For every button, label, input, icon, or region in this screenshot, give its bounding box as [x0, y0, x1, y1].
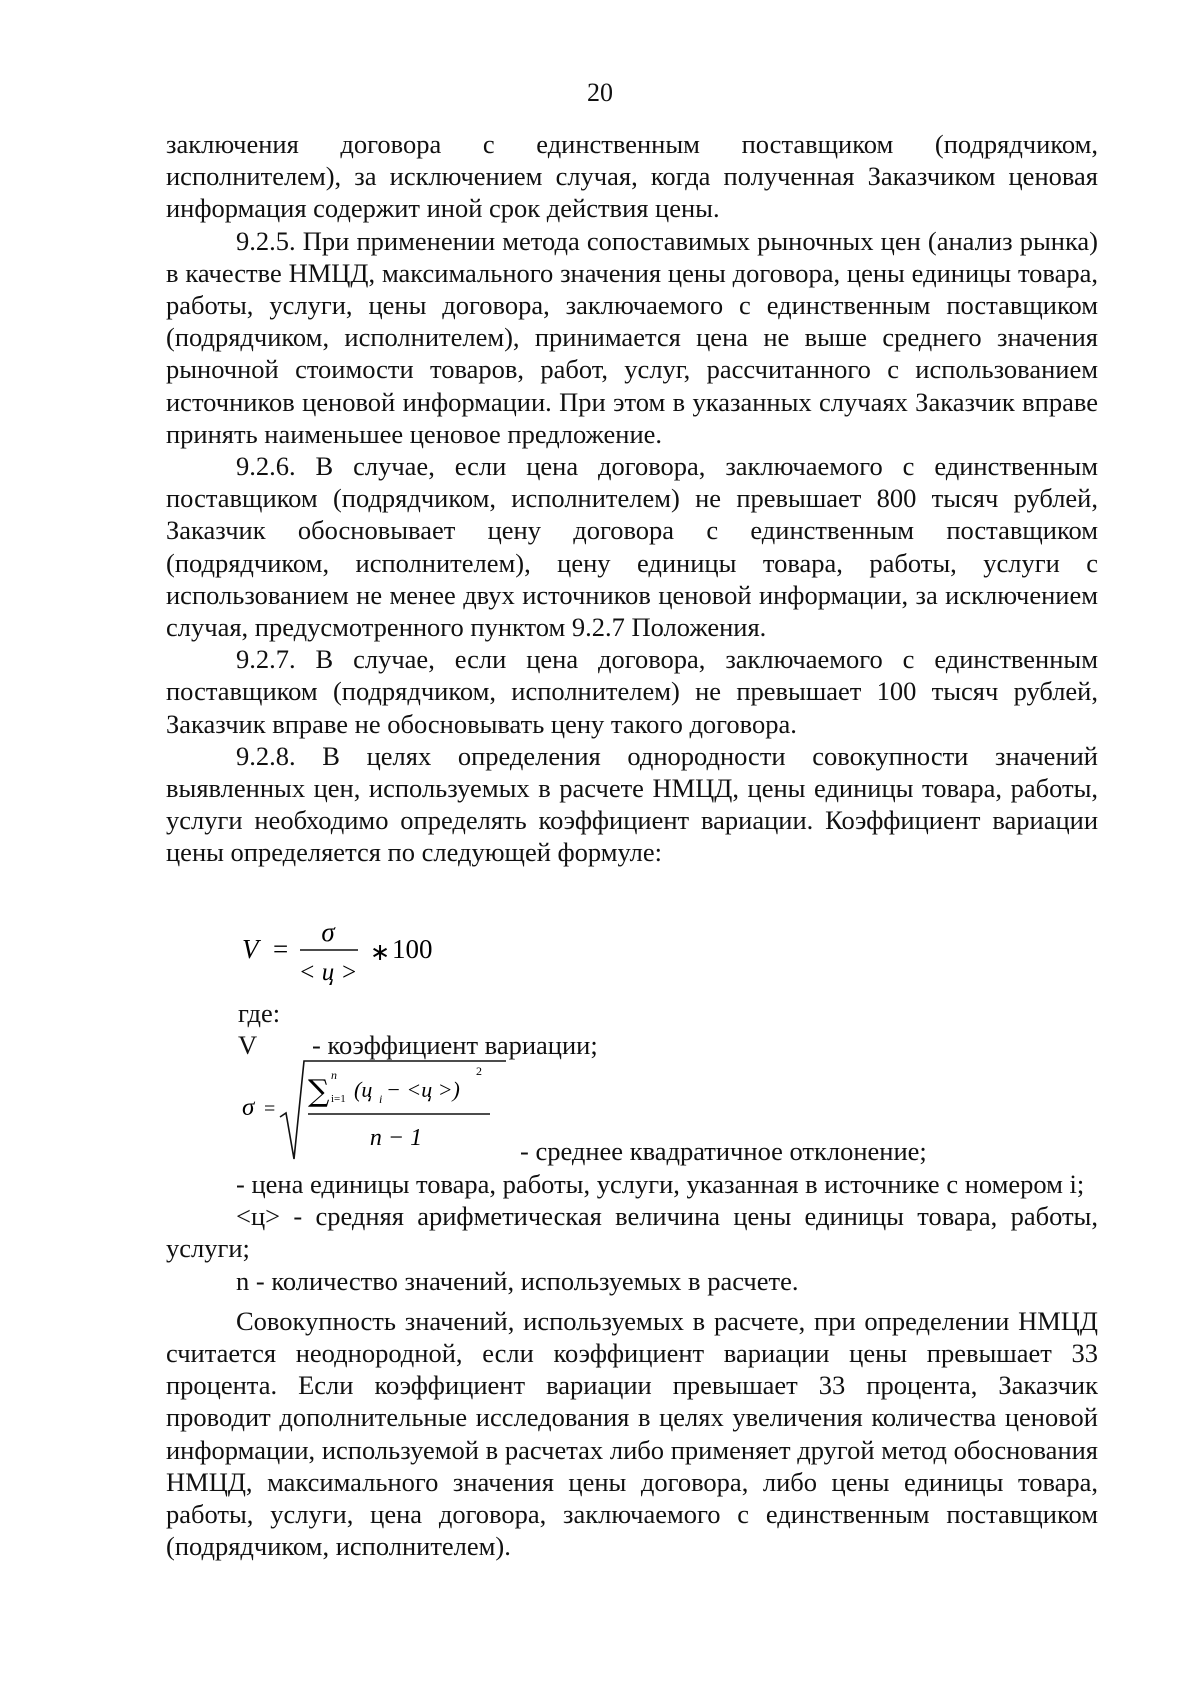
where-label: где:	[238, 998, 281, 1028]
formula-sigma-equals: =	[264, 1098, 276, 1120]
formula-sigma-power: 2	[476, 1064, 482, 1078]
paragraph-final: Совокупность значений, используемых в расчете, при определении НМЦД считается неоднородной, если коэффициент вариации цены превышает 33 процента. Если коэффициент вариации превышает 33 процента, Заказчик проводит дополнительные исследования в целях увеличения количества ценовой информации, используемой в расчетах либо применяет другой метод обоснования НМЦД, максимального значения цены договора, либо цены единицы товара, работы, услуги, цена договора, заключаемого с единственным поставщиком (подрядчиком, исполнителем).	[166, 1305, 1098, 1562]
paragraph-9-2-8: 9.2.8. В целях определения однородности совокупности значений выявленных цен, используемых в расчете НМЦД, цены единицы товара, работы, услуги необходимо определять коэффициент вариации. Коэффициент вариации цены определяется по следующей формуле:	[166, 740, 1098, 868]
formula-sigma-sum-lower: i=1	[331, 1093, 346, 1105]
text-section-upper	[166, 128, 1098, 869]
formula-sigma-sum-upper: n	[331, 1068, 337, 1082]
formula-v-times: ∗	[370, 940, 391, 966]
paragraph-continuation: заключения договора с единственным поставщиком (подрядчиком, исполнителем), за исключением случая, когда полученная Заказчиком ценовая информация содержит иной срок действия цены.	[166, 129, 1098, 224]
v-description: - коэффициент вариации;	[312, 1030, 598, 1060]
formula-sigma-term: (ц	[354, 1077, 373, 1102]
n-description: n - количество значений, используемых в расчете.	[236, 1265, 799, 1296]
paragraph-9-2-7: 9.2.7. В случае, если цена договора, заключаемого с единственным поставщиком (подрядчиком, исполнителем) не превышает 100 тысяч рублей, Заказчик вправе не обосновывать цену такого договора.	[166, 644, 1098, 739]
text-section-lower	[166, 1168, 1098, 1562]
formula-v-numerator: σ	[321, 917, 335, 947]
formula-v-denominator: < ц >	[298, 959, 358, 986]
formula-v-factor: 100	[392, 934, 433, 964]
formula-v-lhs: V	[242, 934, 259, 964]
paragraph-9-2-6: 9.2.6. В случае, если цена договора, заключаемого с единственным поставщиком (подрядчиком, исполнителем) не превышает 800 тысяч рублей, Заказчик обосновывает цену договора с единственным поставщиком (подрядчиком, исполнителем), цену единицы товара, работы, услуги с использованием не менее двух источников ценовой информации, за исключением случая, предусмотренного пунктом 9.2.7 Положения.	[166, 451, 1098, 643]
formula-sigma-term-rest: − <ц >)	[386, 1077, 460, 1102]
formula-v-equals: =	[273, 934, 289, 964]
formula-variation-coefficient	[240, 910, 500, 990]
v-symbol: V	[238, 1030, 258, 1060]
average-description: <ц> - средняя арифметическая величина цены единицы товара, работы, услуги;	[166, 1201, 1098, 1264]
formula-standard-deviation	[238, 1055, 508, 1165]
sigma-description: - среднее квадратичное отклонение;	[520, 1136, 927, 1166]
formula-sigma-denominator: n − 1	[369, 1125, 423, 1151]
ci-description: - цена единицы товара, работы, услуги, указанная в источнике с номером i;	[236, 1169, 1085, 1199]
formula-sigma-lhs: σ	[242, 1094, 255, 1121]
formula-sigma-sum: ∑	[308, 1074, 330, 1109]
paragraph-9-2-5: 9.2.5. При применении метода сопоставимых рыночных цен (анализ рынка) в качестве НМЦД, максимального значения цены договора, цены единицы товара, работы, услуги, цены договора, заключаемого с единственным поставщиком (подрядчиком, исполнителем), принимается цена не выше среднего значения рыночной стоимости товаров, работ, услуг, рассчитанного с использованием источников ценовой информации. При этом в указанных случаях Заказчик вправе принять наименьшее ценовое предложение.	[166, 225, 1098, 449]
formula-sigma-term-sub: i	[379, 1092, 383, 1106]
page-number: 20	[587, 78, 613, 107]
